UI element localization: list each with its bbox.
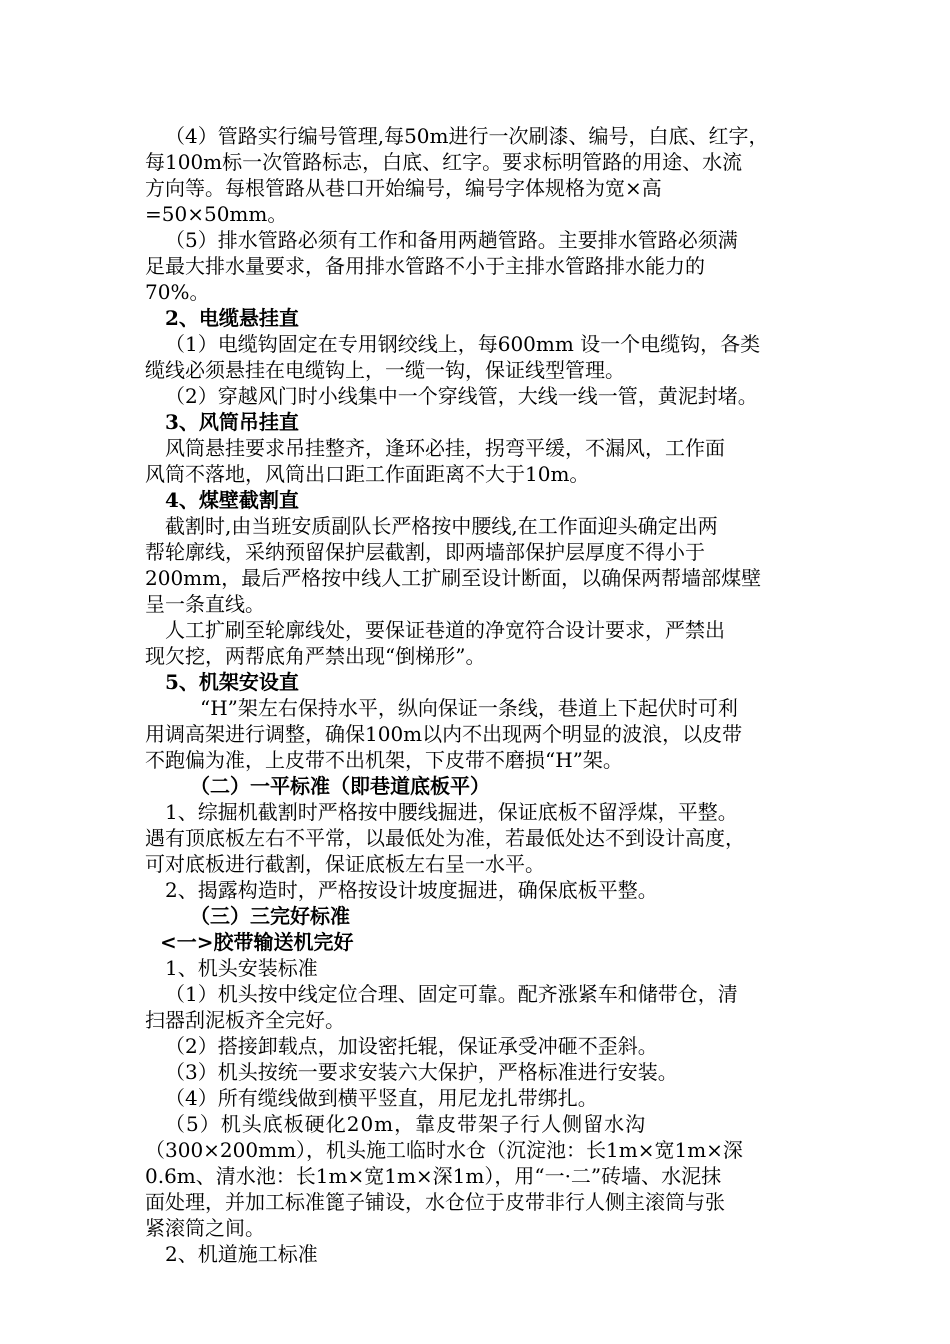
text-line: 扫器刮泥板齐全完好。 xyxy=(145,1008,345,1032)
text-line: 200mm，最后严格按中线人工扩刷至设计断面，以确保两帮墙部煤壁 xyxy=(145,566,762,590)
section-heading: <一>胶带输送机完好 xyxy=(160,930,354,954)
text-line: 1、机头安装标准 xyxy=(165,956,318,980)
text-line: 可对底板进行截割，保证底板左右呈一水平。 xyxy=(145,852,545,876)
text-line: 0.6m、清水池：长1m×宽1m×深1m），用“一·二”砖墙、水泥抹 xyxy=(145,1164,722,1188)
text-line: 70%。 xyxy=(145,280,210,304)
text-line: （1）机头按中线定位合理、固定可靠。配齐涨紧车和储带仓，清 xyxy=(165,982,738,1006)
text-line: 风筒悬挂要求吊挂整齐，逢环必挂，拐弯平缓，不漏风，工作面 xyxy=(165,436,725,460)
text-line: （1）电缆钩固定在专用钢绞线上，每600mm 设一个电缆钩，各类 xyxy=(165,332,761,356)
text-line: 每100m标一次管路标志，白底、红字。要求标明管路的用途、水流 xyxy=(145,150,743,174)
text-line: =50×50mm。 xyxy=(145,202,288,226)
text-line: 截割时,由当班安质副队长严格按中腰线,在工作面迎头确定出两 xyxy=(165,514,718,538)
section-heading: （二）一平标准（即巷道底板平） xyxy=(190,774,490,798)
section-heading: （三）三完好标准 xyxy=(190,904,350,928)
text-line: （5）排水管路必须有工作和备用两趟管路。主要排水管路必须满 xyxy=(165,228,738,252)
text-line: 呈一条直线。 xyxy=(145,592,265,616)
text-line: （5）机头底板硬化20m，靠皮带架子行人侧留水沟 xyxy=(165,1112,647,1136)
section-heading: 3、风筒吊挂直 xyxy=(165,410,299,434)
text-line: （4）所有缆线做到横平竖直，用尼龙扎带绑扎。 xyxy=(165,1086,598,1110)
text-line: “H”架左右保持水平，纵向保证一条线，巷道上下起伏时可利 xyxy=(200,696,738,720)
text-line: 2、揭露构造时，严格按设计坡度掘进，确保底板平整。 xyxy=(165,878,658,902)
text-line: （2）搭接卸载点，加设密托辊，保证承受冲砸不歪斜。 xyxy=(165,1034,658,1058)
text-line: 现欠挖，两帮底角严禁出现“倒梯形”。 xyxy=(145,644,486,668)
text-line: （4）管路实行编号管理,每50m进行一次刷漆、编号，白底、红字， xyxy=(165,124,769,148)
section-heading: 2、电缆悬挂直 xyxy=(165,306,299,330)
text-line: 2、机道施工标准 xyxy=(165,1242,318,1266)
text-line: 面处理，并加工标准篦子铺设，水仓位于皮带非行人侧主滚筒与张 xyxy=(145,1190,725,1214)
text-line: 不跑偏为准，上皮带不出机架，下皮带不磨损“H”架。 xyxy=(145,748,623,772)
text-line: （300×200mm），机头施工临时水仓（沉淀池：长1m×宽1m×深 xyxy=(145,1138,743,1162)
text-line: 风筒不落地，风筒出口距工作面距离不大于10m。 xyxy=(145,462,590,486)
text-line: 足最大排水量要求，备用排水管路不小于主排水管路排水能力的 xyxy=(145,254,705,278)
text-line: 帮轮廓线，采纳预留保护层截割，即两墙部保护层厚度不得小于 xyxy=(145,540,705,564)
section-heading: 4、煤壁截割直 xyxy=(165,488,299,512)
text-line: 方向等。每根管路从巷口开始编号，编号字体规格为宽×高 xyxy=(145,176,662,200)
text-line: 人工扩刷至轮廓线处，要保证巷道的净宽符合设计要求，严禁出 xyxy=(165,618,725,642)
text-line: 遇有顶底板左右不平常，以最低处为准，若最低处达不到设计高度， xyxy=(145,826,745,850)
section-heading: 5、机架安设直 xyxy=(165,670,299,694)
text-line: （3）机头按统一要求安装六大保护，严格标准进行安装。 xyxy=(165,1060,678,1084)
text-line: 紧滚筒之间。 xyxy=(145,1216,265,1240)
text-line: 用调高架进行调整，确保100m以内不出现两个明显的波浪，以皮带 xyxy=(145,722,743,746)
text-line: 1、综掘机截割时严格按中腰线掘进，保证底板不留浮煤，平整。 xyxy=(165,800,738,824)
text-line: 缆线必须悬挂在电缆钩上，一缆一钩，保证线型管理。 xyxy=(145,358,625,382)
text-line: （2）穿越风门时小线集中一个穿线管，大线一线一管，黄泥封堵。 xyxy=(165,384,758,408)
